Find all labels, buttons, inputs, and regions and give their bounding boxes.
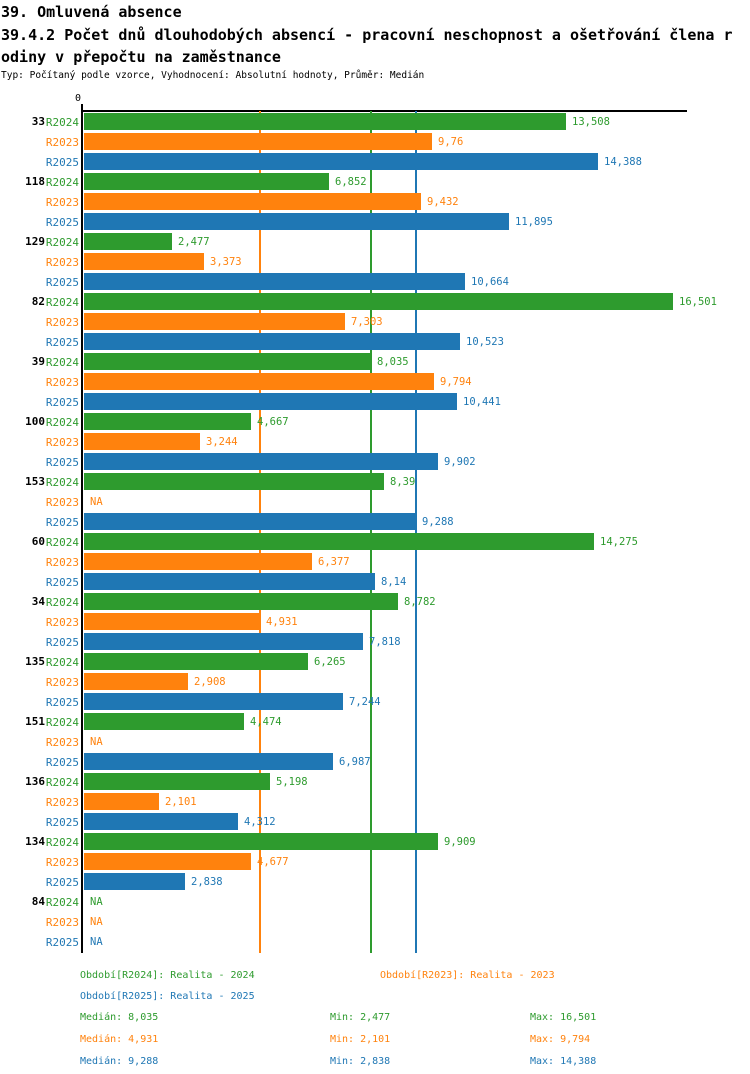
series-label-r2025: R2025 (45, 336, 79, 349)
na-label: NA (90, 896, 103, 908)
value-label: 8,782 (404, 596, 436, 608)
group-label: 136 (25, 775, 45, 788)
series-label-r2025: R2025 (45, 816, 79, 829)
value-label: 6,987 (339, 756, 371, 768)
stat-max-r2025: Max: 14,388 (530, 1056, 597, 1067)
chart-note: Typ: Počítaný podle vzorce, Vyhodnocení: Absolutní hodnoty, Průměr: Medián (1, 70, 425, 81)
series-label-r2023: R2023 (45, 436, 79, 449)
series-label-r2025: R2025 (45, 756, 79, 769)
bar-r2025 (84, 273, 465, 290)
value-label: 4,474 (250, 716, 282, 728)
value-label: 4,312 (244, 816, 276, 828)
chart-title-line1: 39.4.2 Počet dnů dlouhodobých absencí - pracovní neschopnost a ošetřování člena r (1, 26, 733, 44)
series-label-r2025: R2025 (45, 516, 79, 529)
bar-r2025 (84, 813, 238, 830)
bar-r2024 (84, 713, 244, 730)
group-label: 33 (31, 115, 45, 128)
value-label: 7,244 (349, 696, 381, 708)
value-label: 9,909 (444, 836, 476, 848)
bar-r2023 (84, 433, 200, 450)
bar-r2023 (84, 553, 312, 570)
series-label-r2024: R2024 (45, 236, 79, 249)
group-label: 82 (31, 295, 45, 308)
group-label: 84 (31, 895, 45, 908)
bar-r2024 (84, 593, 398, 610)
legend-r2023: Období[R2023]: Realita - 2023 (380, 970, 555, 981)
group-label: 151 (25, 715, 45, 728)
series-label-r2023: R2023 (45, 856, 79, 869)
value-label: 7,818 (369, 636, 401, 648)
series-label-r2024: R2024 (45, 836, 79, 849)
legend-r2025: Období[R2025]: Realita - 2025 (80, 991, 255, 1002)
series-label-r2025: R2025 (45, 276, 79, 289)
bar-r2023 (84, 313, 345, 330)
bar-r2024 (84, 413, 251, 430)
bar-r2024 (84, 233, 172, 250)
value-label: 6,265 (314, 656, 346, 668)
bar-r2025 (84, 633, 363, 650)
series-label-r2024: R2024 (45, 116, 79, 129)
series-label-r2024: R2024 (45, 356, 79, 369)
group-label: 100 (25, 415, 45, 428)
value-label: 4,931 (266, 616, 298, 628)
series-label-r2024: R2024 (45, 416, 79, 429)
series-label-r2025: R2025 (45, 576, 79, 589)
value-label: 10,441 (463, 396, 501, 408)
bar-r2023 (84, 253, 204, 270)
value-label: 2,838 (191, 876, 223, 888)
series-label-r2025: R2025 (45, 396, 79, 409)
series-label-r2025: R2025 (45, 936, 79, 949)
series-label-r2025: R2025 (45, 636, 79, 649)
na-label: NA (90, 916, 103, 928)
value-label: 16,501 (679, 296, 717, 308)
series-label-r2023: R2023 (45, 916, 79, 929)
bar-r2024 (84, 653, 308, 670)
value-label: 6,377 (318, 556, 350, 568)
bar-r2025 (84, 513, 416, 530)
value-label: 10,523 (466, 336, 504, 348)
bar-r2024 (84, 353, 371, 370)
value-label: 2,477 (178, 236, 210, 248)
stat-min-r2023: Min: 2,101 (330, 1034, 391, 1045)
series-label-r2025: R2025 (45, 456, 79, 469)
group-label: 60 (31, 535, 45, 548)
stat-median-r2024: Medián: 8,035 (80, 1012, 159, 1023)
value-label: 10,664 (471, 276, 509, 288)
stat-min-r2025: Min: 2,838 (330, 1056, 391, 1067)
y-axis-line (81, 104, 83, 953)
series-label-r2023: R2023 (45, 136, 79, 149)
value-label: 13,508 (572, 116, 610, 128)
value-label: 9,76 (438, 136, 464, 148)
series-label-r2023: R2023 (45, 796, 79, 809)
series-label-r2024: R2024 (45, 896, 79, 909)
group-label: 118 (25, 175, 45, 188)
value-label: 7,303 (351, 316, 383, 328)
series-label-r2023: R2023 (45, 496, 79, 509)
series-label-r2025: R2025 (45, 216, 79, 229)
bar-r2025 (84, 333, 460, 350)
series-label-r2025: R2025 (45, 696, 79, 709)
bar-r2025 (84, 213, 509, 230)
series-label-r2023: R2023 (45, 316, 79, 329)
value-label: 8,39 (390, 476, 416, 488)
series-label-r2024: R2024 (45, 656, 79, 669)
series-label-r2023: R2023 (45, 616, 79, 629)
series-label-r2024: R2024 (45, 776, 79, 789)
stat-min-r2024: Min: 2,477 (330, 1012, 391, 1023)
bar-r2024 (84, 533, 594, 550)
bar-r2023 (84, 133, 432, 150)
bar-r2025 (84, 393, 457, 410)
value-label: 4,667 (257, 416, 289, 428)
series-label-r2023: R2023 (45, 676, 79, 689)
value-label: 8,14 (381, 576, 407, 588)
bar-r2024 (84, 293, 673, 310)
bar-r2024 (84, 173, 329, 190)
bar-r2023 (84, 193, 421, 210)
bar-r2023 (84, 793, 159, 810)
na-label: NA (90, 496, 103, 508)
bar-r2024 (84, 833, 438, 850)
stat-max-r2023: Max: 9,794 (530, 1034, 591, 1045)
legend-r2024: Období[R2024]: Realita - 2024 (80, 970, 255, 981)
value-label: 9,288 (422, 516, 454, 528)
group-label: 135 (25, 655, 45, 668)
value-label: 6,852 (335, 176, 367, 188)
value-label: 2,101 (165, 796, 197, 808)
series-label-r2025: R2025 (45, 876, 79, 889)
value-label: 8,035 (377, 356, 409, 368)
bar-r2025 (84, 753, 333, 770)
value-label: 9,432 (427, 196, 459, 208)
series-label-r2023: R2023 (45, 736, 79, 749)
value-label: 9,794 (440, 376, 472, 388)
group-label: 39 (31, 355, 45, 368)
series-label-r2023: R2023 (45, 196, 79, 209)
bar-r2025 (84, 693, 343, 710)
series-label-r2025: R2025 (45, 156, 79, 169)
series-label-r2023: R2023 (45, 256, 79, 269)
value-label: 4,677 (257, 856, 289, 868)
series-label-r2024: R2024 (45, 716, 79, 729)
series-label-r2024: R2024 (45, 596, 79, 609)
series-label-r2024: R2024 (45, 176, 79, 189)
bar-r2023 (84, 373, 434, 390)
report-title: 39. Omluvená absence (1, 3, 182, 21)
bar-r2024 (84, 113, 566, 130)
stat-median-r2023: Medián: 4,931 (80, 1034, 159, 1045)
value-label: 3,373 (210, 256, 242, 268)
chart-title-line2: odiny v přepočtu na zaměstnance (1, 48, 281, 66)
bar-r2025 (84, 153, 598, 170)
bar-r2023 (84, 613, 260, 630)
median-line-r2024 (370, 111, 372, 953)
bar-r2023 (84, 673, 188, 690)
bar-r2025 (84, 873, 185, 890)
value-label: 5,198 (276, 776, 308, 788)
bar-r2025 (84, 453, 438, 470)
stat-median-r2025: Medián: 9,288 (80, 1056, 159, 1067)
series-label-r2024: R2024 (45, 296, 79, 309)
group-label: 153 (25, 475, 45, 488)
value-label: 14,388 (604, 156, 642, 168)
series-label-r2023: R2023 (45, 556, 79, 569)
value-label: 2,908 (194, 676, 226, 688)
series-label-r2024: R2024 (45, 476, 79, 489)
na-label: NA (90, 936, 103, 948)
series-label-r2023: R2023 (45, 376, 79, 389)
bar-r2024 (84, 473, 384, 490)
group-label: 134 (25, 835, 45, 848)
stat-max-r2024: Max: 16,501 (530, 1012, 597, 1023)
bar-r2023 (84, 853, 251, 870)
x-axis-line (81, 110, 687, 112)
bar-r2025 (84, 573, 375, 590)
group-label: 34 (31, 595, 45, 608)
series-label-r2024: R2024 (45, 536, 79, 549)
na-label: NA (90, 736, 103, 748)
value-label: 11,895 (515, 216, 553, 228)
value-label: 3,244 (206, 436, 238, 448)
median-line-r2025 (415, 111, 417, 953)
bar-r2024 (84, 773, 270, 790)
axis-zero-label: 0 (75, 93, 82, 104)
value-label: 9,902 (444, 456, 476, 468)
value-label: 14,275 (600, 536, 638, 548)
group-label: 129 (25, 235, 45, 248)
